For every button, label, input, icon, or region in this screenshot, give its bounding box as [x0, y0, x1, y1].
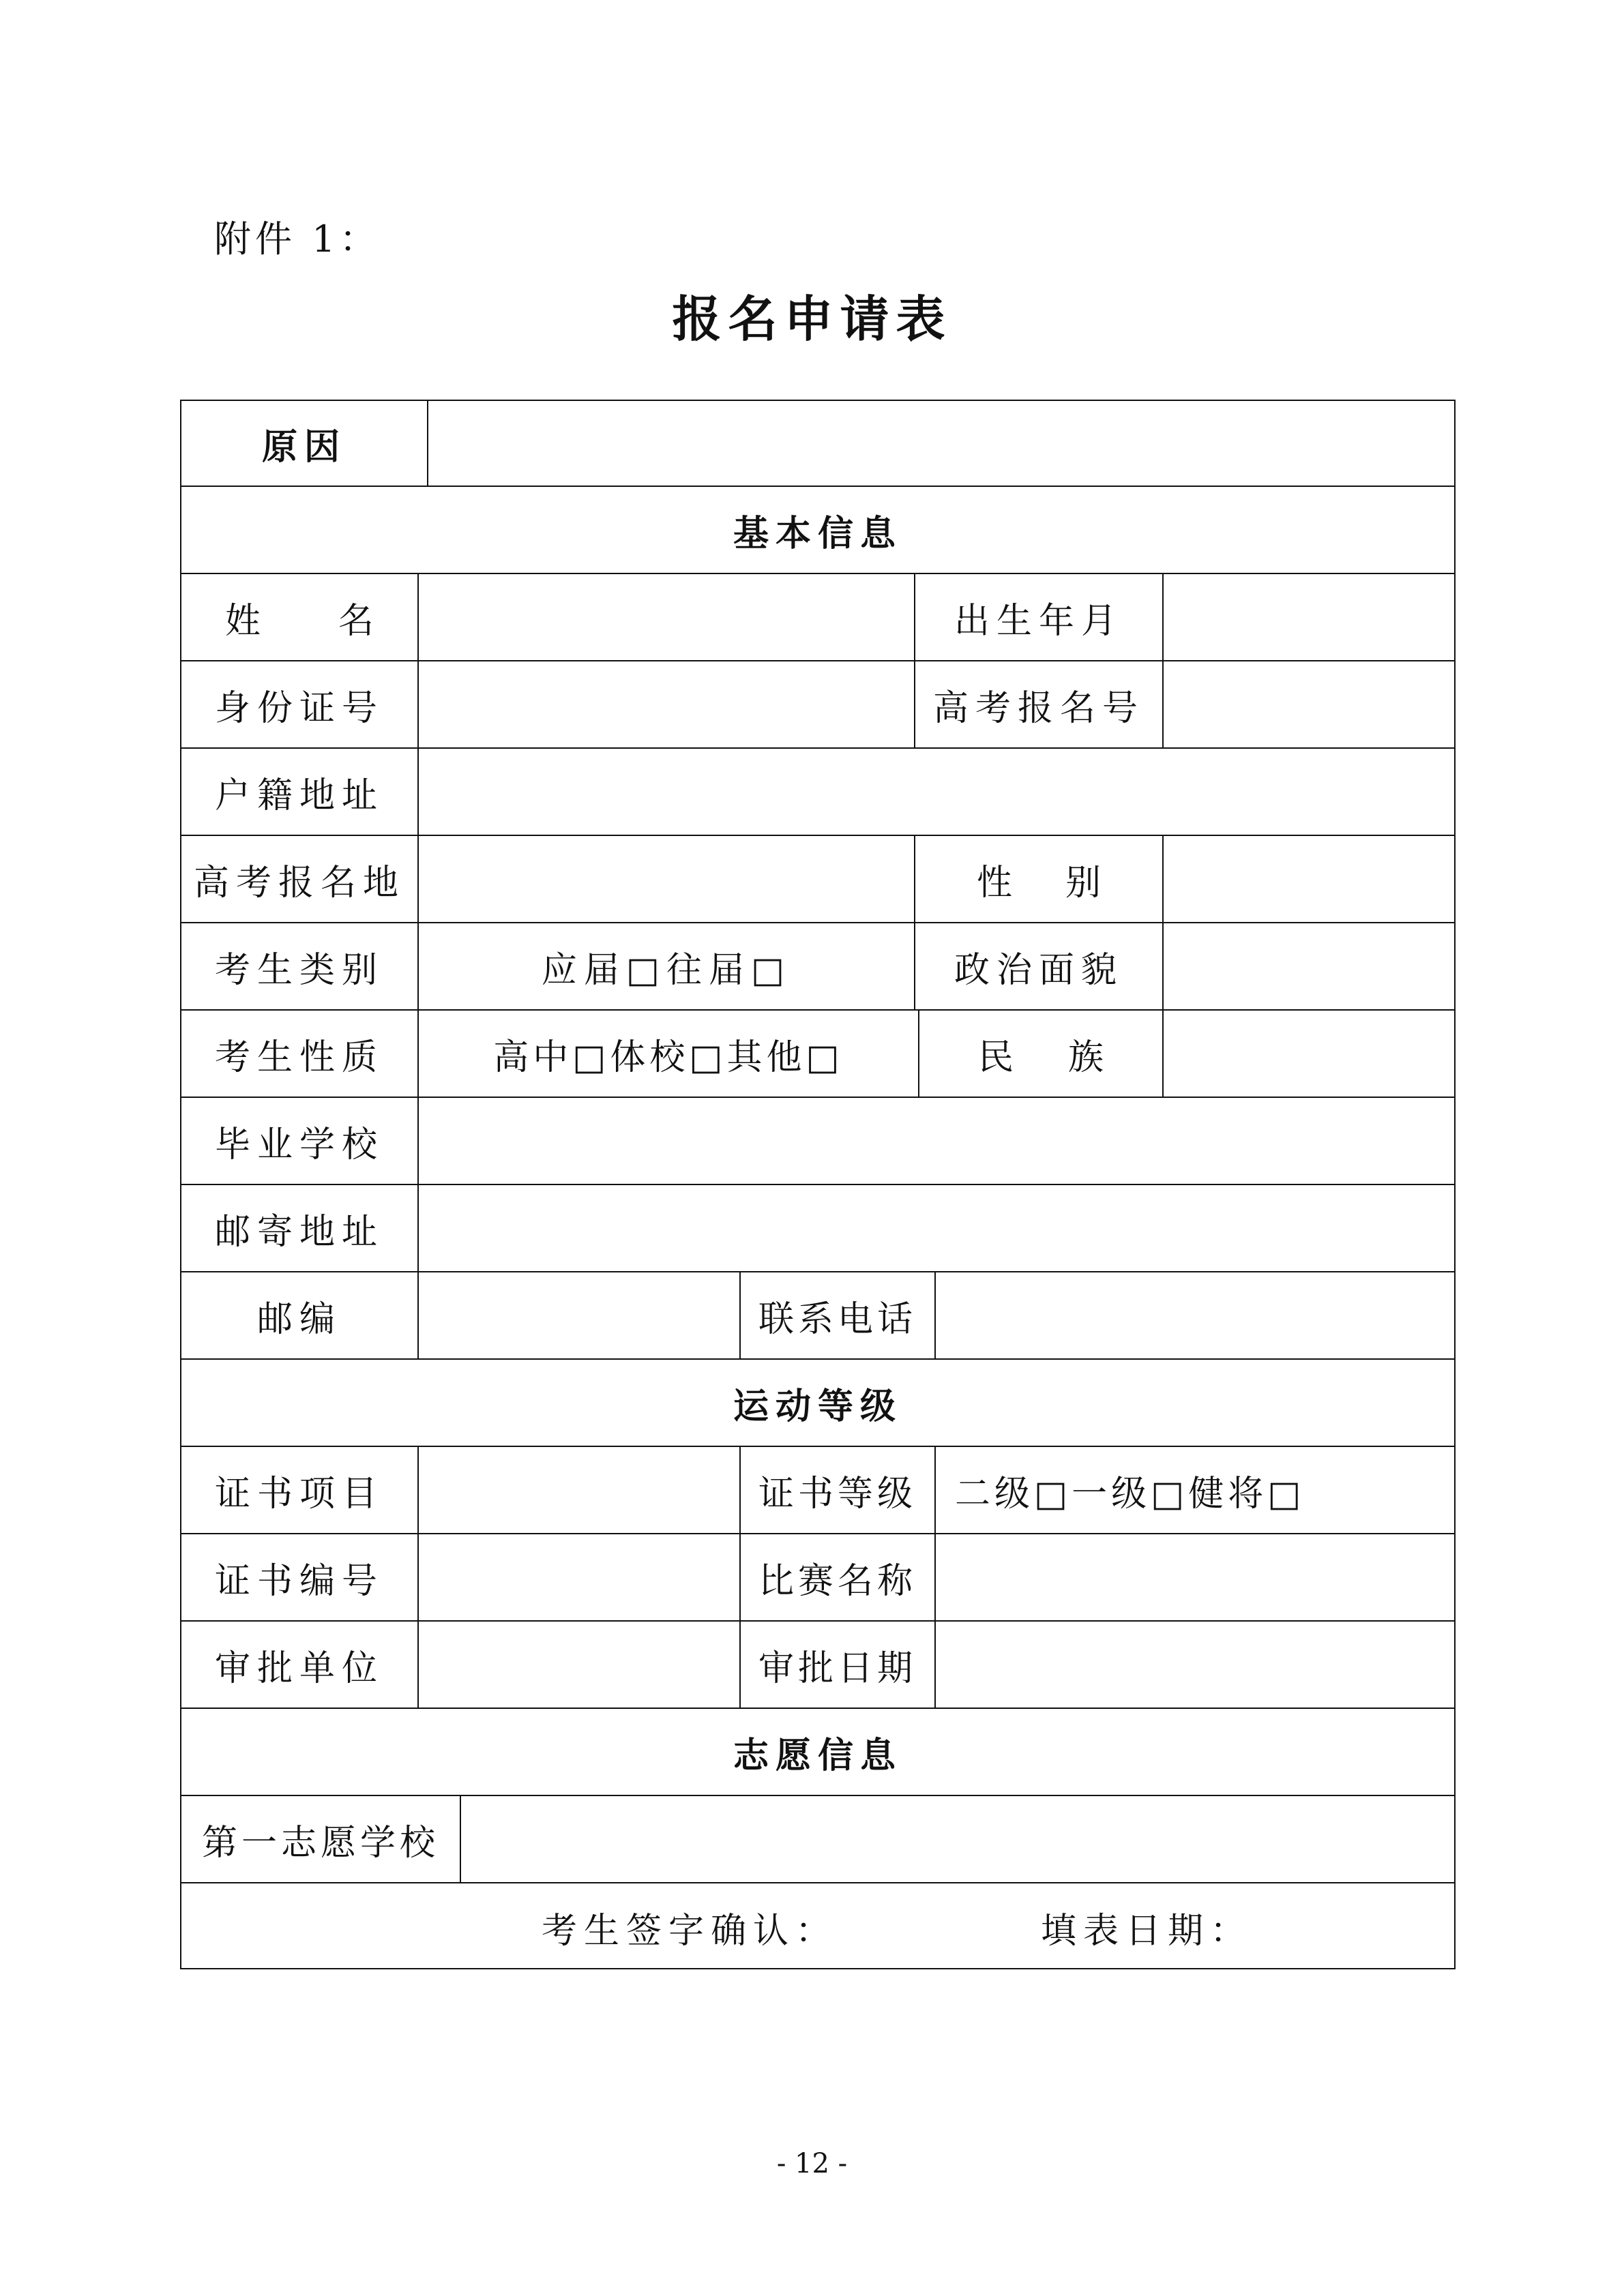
certificate-level-options[interactable]: 二级□一级□健将□: [934, 1446, 1456, 1534]
mailing-address-label: 邮寄地址: [180, 1184, 419, 1272]
household-address-label: 户籍地址: [180, 747, 419, 836]
phone-label: 联系电话: [739, 1271, 936, 1360]
gender-field[interactable]: [1162, 835, 1456, 923]
competition-name-label: 比赛名称: [739, 1533, 936, 1622]
application-form-table: [180, 400, 1456, 1969]
gender-label-char-2: 别: [1065, 862, 1101, 904]
exam-registration-place-field[interactable]: [417, 835, 915, 923]
section-sport-level: 运动等级: [180, 1358, 1456, 1447]
form-title: 报名申请表: [672, 290, 952, 348]
certificate-level-label: 证书等级: [739, 1446, 936, 1534]
birth-label: 出生年月: [914, 573, 1164, 661]
id-number-label: 身份证号: [180, 660, 419, 749]
section-basic-info: 基本信息: [180, 486, 1456, 574]
reason-label: 原因: [180, 400, 428, 487]
id-number-field[interactable]: [417, 660, 915, 749]
competition-name-field[interactable]: [934, 1533, 1456, 1622]
political-status-label: 政治面貌: [914, 922, 1164, 1011]
name-label-char-2: 名: [338, 600, 374, 642]
signature-row: [180, 1882, 1456, 1969]
gender-label: [914, 835, 1164, 923]
ethnicity-label-char-2: 族: [1067, 1037, 1104, 1078]
phone-field[interactable]: [934, 1271, 1456, 1360]
political-status-field[interactable]: [1162, 922, 1456, 1011]
candidate-nature-label: 考生性质: [180, 1009, 419, 1098]
certificate-item-field[interactable]: [417, 1446, 741, 1534]
household-address-field[interactable]: [417, 747, 1456, 836]
first-choice-school-label: 第一志愿学校: [180, 1795, 461, 1883]
exam-registration-place-label: 高考报名地: [180, 835, 419, 923]
candidate-category-label: 考生类别: [180, 922, 419, 1011]
approval-date-label: 审批日期: [739, 1620, 936, 1709]
postcode-label: 邮编: [180, 1271, 419, 1360]
ethnicity-label: [918, 1009, 1164, 1098]
approving-unit-field[interactable]: [417, 1620, 741, 1709]
exam-registration-number-field[interactable]: [1162, 660, 1456, 749]
page-number: - 12 -: [776, 2148, 848, 2179]
certificate-number-label: 证书编号: [180, 1533, 419, 1622]
reason-field[interactable]: [427, 400, 1456, 487]
postcode-field[interactable]: [417, 1271, 741, 1360]
name-label-char-1: 姓: [225, 600, 261, 642]
graduation-school-field[interactable]: [417, 1097, 1456, 1185]
exam-registration-number-label: 高考报名号: [914, 660, 1164, 749]
birth-field[interactable]: [1162, 573, 1456, 661]
approval-date-field[interactable]: [934, 1620, 1456, 1709]
section-choice-info: 志愿信息: [180, 1708, 1456, 1796]
candidate-nature-options[interactable]: 高中□体校□其他□: [417, 1009, 919, 1098]
first-choice-school-field[interactable]: [460, 1795, 1456, 1883]
mailing-address-field[interactable]: [417, 1184, 1456, 1272]
signature-row-content: [181, 1883, 1457, 1971]
name-label: [180, 573, 419, 661]
candidate-category-options[interactable]: 应届□往届□: [417, 922, 915, 1011]
attachment-label: 附件 1：: [214, 218, 381, 260]
ethnicity-label-char-1: 民: [978, 1037, 1014, 1078]
approving-unit-label: 审批单位: [180, 1620, 419, 1709]
gender-label-char-1: 性: [977, 862, 1013, 904]
name-field[interactable]: [417, 573, 915, 661]
certificate-number-field[interactable]: [417, 1533, 741, 1622]
graduation-school-label: 毕业学校: [180, 1097, 419, 1185]
certificate-item-label: 证书项目: [180, 1446, 419, 1534]
fill-date-label[interactable]: 填表日期：: [1041, 1910, 1253, 1952]
ethnicity-field[interactable]: [1162, 1009, 1456, 1098]
signature-label[interactable]: 考生签字确认：: [542, 1910, 838, 1952]
